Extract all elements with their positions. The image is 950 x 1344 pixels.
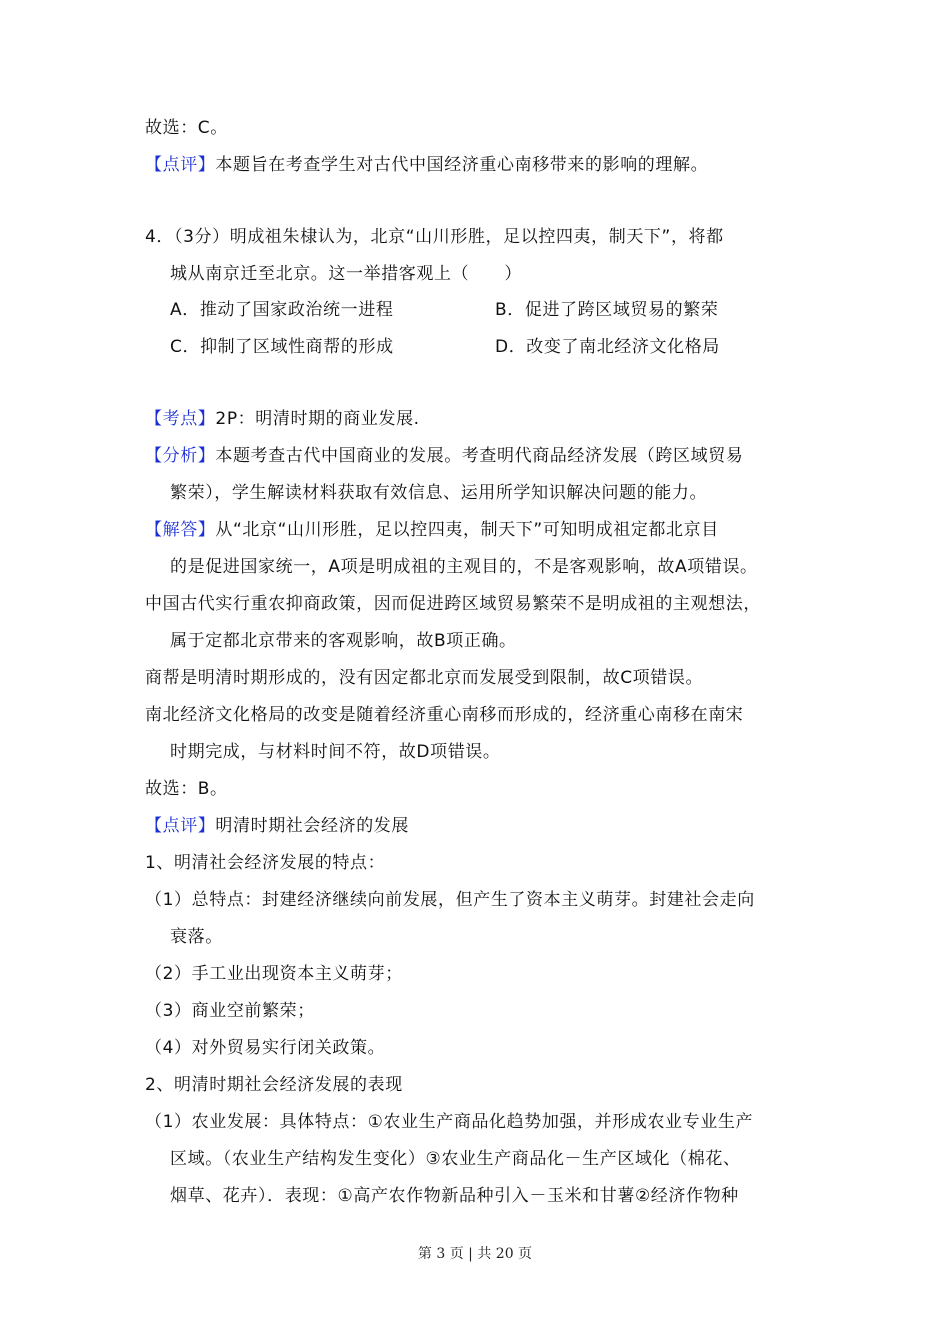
comment-tag: 【点评】 (145, 155, 216, 175)
jieda-line2: 的是促进国家统一，A项是明成祖的主观目的，不是客观影响，故A项错误。 (170, 557, 758, 577)
final-answer: 故选：B。 (145, 779, 228, 799)
prev-answer: 故选：C。 (145, 118, 228, 138)
dianping-tag: 【点评】 (145, 816, 216, 836)
jieda-line5: 商帮是明清时期形成的，没有因定都北京而发展受到限制，故C项错误。 (145, 668, 704, 688)
jieda-tag: 【解答】 (145, 520, 216, 540)
dianping-line3: 衰落。 (170, 927, 223, 947)
jieda-text: 从“北京“山川形胜，足以控四夷，制天下”可知明成祖定都北京目 (215, 520, 719, 540)
dianping-line9: 区域。（农业生产结构发生变化）③农业生产商品化－生产区域化（棉花、 (170, 1149, 741, 1169)
kaodian-tag: 【考点】 (145, 409, 216, 429)
question-stem-line2: 城从南京迁至北京。这一举措客观上（ ） (170, 264, 522, 284)
question-stem-line1: 4．（3分）明成祖朱棣认为，北京“山川形胜，足以控四夷，制天下”，将都 (145, 227, 724, 247)
dianping-text: 明清时期社会经济的发展 (215, 816, 410, 836)
dianping-line1: 1、明清社会经济发展的特点： (145, 853, 386, 873)
option-c: C．抑制了区域性商帮的形成 (170, 337, 394, 357)
kaodian-text: 2P：明清时期的商业发展. (215, 409, 420, 429)
fenxi-text: 本题考查古代中国商业的发展。考查明代商品经济发展（跨区域贸易 (215, 446, 744, 466)
dianping-line5: （3）商业空前繁荣； (145, 1001, 315, 1021)
kaodian (145, 407, 420, 431)
dianping-line7: 2、明清时期社会经济发展的表现 (145, 1075, 403, 1095)
dianping-line10: 烟草、花卉）．表现：①高产农作物新品种引入－玉米和甘薯②经济作物种 (170, 1186, 739, 1206)
dianping-line2: （1）总特点：封建经济继续向前发展，但产生了资本主义萌芽。封建社会走向 (145, 890, 755, 910)
fenxi-line1 (145, 444, 743, 468)
option-d: D．改变了南北经济文化格局 (495, 337, 720, 357)
dianping-title (145, 814, 409, 838)
jieda-line3: 中国古代实行重农抑商政策，因而促进跨区域贸易繁荣不是明成祖的主观想法， (145, 594, 761, 614)
comment-text: 本题旨在考查学生对古代中国经济重心南移带来的影响的理解。 (215, 155, 709, 175)
page-footer: 第 3 页 | 共 20 页 (417, 1246, 533, 1262)
dianping-line6: （4）对外贸易实行闭关政策。 (145, 1038, 386, 1058)
prev-comment (145, 153, 708, 177)
dianping-line4: （2）手工业出现资本主义萌芽； (145, 964, 403, 984)
option-a: A．推动了国家政治统一进程 (170, 300, 394, 320)
fenxi-tag: 【分析】 (145, 446, 216, 466)
option-b: B．促进了跨区域贸易的繁荣 (495, 300, 719, 320)
jieda-line1 (145, 518, 719, 542)
dianping-line8: （1）农业发展：具体特点：①农业生产商品化趋势加强，并形成农业专业生产 (145, 1112, 754, 1132)
jieda-line6: 南北经济文化格局的改变是随着经济重心南移而形成的，经济重心南移在南宋 (145, 705, 744, 725)
jieda-line4: 属于定都北京带来的客观影响，故B项正确。 (170, 631, 517, 651)
jieda-line7: 时期完成，与材料时间不符，故D项错误。 (170, 742, 501, 762)
fenxi-line2: 繁荣），学生解读材料获取有效信息、运用所学知识解决问题的能力。 (170, 483, 708, 503)
